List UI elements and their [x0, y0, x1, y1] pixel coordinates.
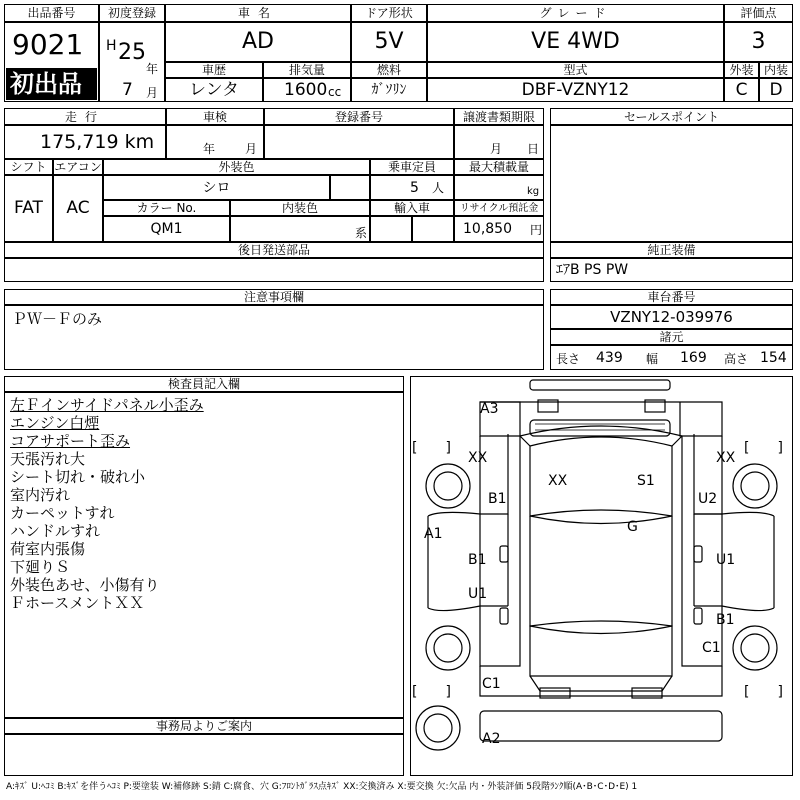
- interior-color-cell: [230, 216, 370, 242]
- grade-label: グレード: [539, 6, 612, 20]
- inspector-line: コアサポート歪み: [10, 432, 131, 450]
- color-cell-2: [330, 175, 370, 200]
- inspector-line: エンジン白煙: [10, 414, 100, 432]
- import-cell-2: [412, 216, 454, 242]
- damage-mark: A1: [424, 526, 443, 542]
- exterior-label: 外装: [729, 63, 754, 77]
- office-label: 事務局よりご案内: [155, 719, 252, 733]
- color: シロ: [202, 180, 231, 196]
- height: 154: [760, 350, 787, 366]
- sales-label: セールスポイント: [624, 110, 719, 124]
- history-label: 車歴: [201, 63, 226, 77]
- length: 439: [596, 350, 623, 366]
- inspector-line: 室内汚れ: [10, 486, 71, 504]
- damage-mark: XX: [468, 450, 488, 466]
- score: 3: [751, 29, 766, 54]
- color-label: 外装色: [218, 160, 255, 174]
- damage-mark: U1: [716, 552, 736, 568]
- damage-mark: U2: [698, 491, 718, 507]
- inspector-line: カーペットすれ: [10, 504, 115, 522]
- damage-mark: A2: [482, 731, 501, 747]
- inspector-line: 天張汚れ大: [10, 450, 86, 468]
- reg-year: 25: [118, 40, 146, 65]
- chassis-label: 車台番号: [647, 290, 696, 304]
- inspector-line: シート切れ・破れ小: [10, 468, 146, 486]
- recycle: 10,850: [463, 221, 512, 237]
- recycle-label: リサイクル預託金: [459, 203, 539, 214]
- bracket-right-top: [ ]: [744, 440, 783, 456]
- fuel: ｶﾞｿﾘﾝ: [371, 82, 407, 98]
- grade: VE 4WD: [531, 29, 620, 54]
- damage-mark: XX: [716, 450, 736, 466]
- door: 5V: [374, 29, 404, 54]
- office-cell: [4, 734, 404, 776]
- inspector-line: 左Ｆインサイドパネル小歪み: [10, 396, 204, 414]
- reg-month-unit: 月: [146, 86, 159, 100]
- caution: ＰＷ－Ｆのみ: [12, 310, 103, 328]
- car-diagram: [410, 376, 793, 776]
- reg-label: 初度登録: [107, 6, 156, 20]
- damage-mark: B1: [716, 612, 735, 628]
- genuine: ｴｱB PS PW: [556, 262, 629, 278]
- bracket-left-bottom: [ ]: [412, 684, 451, 700]
- load-label: 最大積載量: [468, 160, 529, 174]
- color-no: QM1: [150, 221, 183, 237]
- capacity-unit: 人: [432, 181, 445, 195]
- reg-month: 7: [122, 80, 133, 100]
- mileage-label: 走行: [64, 110, 105, 124]
- damage-mark: A3: [480, 401, 499, 417]
- chassis: VZNY12-039976: [610, 308, 733, 326]
- model-label: 型式: [563, 63, 588, 77]
- regno-label: 登録番号: [334, 110, 383, 124]
- displacement-label: 排気量: [288, 63, 325, 77]
- damage-mark: U1: [468, 586, 488, 602]
- capacity: 5: [410, 180, 419, 196]
- displacement-unit: cc: [328, 85, 342, 99]
- damage-mark: G: [627, 519, 638, 535]
- inspection-year-unit: 年: [203, 142, 216, 156]
- interior-color-unit: 系: [355, 226, 368, 240]
- mileage: 175,719 km: [40, 131, 155, 153]
- transfer-month-unit: 月: [490, 142, 503, 156]
- interior-grade: D: [769, 80, 783, 100]
- damage-mark: C1: [482, 676, 501, 692]
- transfer-day-unit: 日: [527, 142, 540, 156]
- later-parts-label: 後日発送部品: [237, 243, 310, 257]
- width-label: 幅: [646, 352, 659, 366]
- capacity-label: 乗車定員: [387, 160, 436, 174]
- lot-label: 出品番号: [27, 6, 76, 20]
- model: DBF-VZNY12: [521, 80, 630, 100]
- damage-mark: B1: [468, 552, 487, 568]
- legend: A:ｷｽﾞ U:ﾍｺﾐ B:ｷｽﾞを伴うﾍｺﾐ P:要塗装 W:補修跡 S:錆 C:腐食、穴 G:ﾌﾛﾝﾄｶﾞﾗｽ点ｷｽﾞ XX:交換済み X:要交換 欠:欠品 内・外装評価 5段階ﾗﾝｸ順(A･B･C･D･E) 1: [6, 782, 638, 792]
- first-listing-text: 初出品: [10, 70, 82, 98]
- inspection-month-unit: 月: [245, 142, 258, 156]
- import-label: 輸入車: [393, 201, 430, 215]
- history: レンタ: [189, 80, 239, 100]
- interior-label: 内装: [763, 63, 788, 77]
- later-parts-cell: [4, 258, 544, 282]
- recycle-unit: 円: [530, 223, 543, 237]
- car-name-label: 車名: [237, 6, 278, 20]
- damage-mark: C1: [702, 640, 721, 656]
- interior-color-label: 内装色: [281, 201, 318, 215]
- exterior-grade: C: [735, 80, 748, 100]
- import-cell: [370, 216, 412, 242]
- sales-cell: [550, 125, 793, 242]
- damage-mark: XX: [548, 473, 568, 489]
- damage-mark: S1: [637, 473, 655, 489]
- score-label: 評価点: [740, 6, 777, 20]
- transfer-label: 譲渡書類期限: [462, 110, 535, 124]
- bracket-right-bottom: [ ]: [744, 684, 783, 700]
- door-label: ドア形状: [365, 6, 413, 20]
- bracket-left-top: [ ]: [412, 440, 451, 456]
- ac-label: エアコン: [54, 160, 102, 174]
- length-label: 長さ: [556, 352, 581, 366]
- inspector-line: ＦホースメントＸＸ: [10, 594, 145, 612]
- car-name: AD: [242, 29, 274, 54]
- color-no-label: カラー No.: [136, 201, 197, 215]
- displacement: 1600: [284, 80, 328, 100]
- load-unit: kg: [527, 186, 540, 197]
- lot-number: 9021: [12, 28, 84, 61]
- era: H: [106, 38, 117, 54]
- width: 169: [680, 350, 707, 366]
- shift: FAT: [14, 198, 43, 218]
- inspector-line: 下廻りＳ: [10, 558, 71, 576]
- reg-year-unit: 年: [146, 62, 159, 76]
- inspector-line: 外装色あせ、小傷有り: [10, 576, 160, 594]
- damage-mark: B1: [488, 491, 507, 507]
- fuel-label: 燃料: [376, 63, 401, 77]
- inspection-label: 車検: [202, 110, 227, 124]
- shift-label: シフト: [10, 160, 47, 174]
- dims-cell: [550, 345, 793, 370]
- ac: AC: [66, 198, 90, 218]
- regno-cell: [264, 125, 454, 159]
- genuine-label: 純正装備: [647, 243, 696, 257]
- inspector-line: ハンドルすれ: [10, 522, 101, 540]
- inspector-line: 荷室内張傷: [10, 540, 86, 558]
- caution-label: 注意事項欄: [243, 290, 304, 304]
- dims-label: 諸元: [659, 330, 684, 344]
- inspector-label: 検査員記入欄: [167, 377, 240, 391]
- height-label: 高さ: [724, 352, 749, 366]
